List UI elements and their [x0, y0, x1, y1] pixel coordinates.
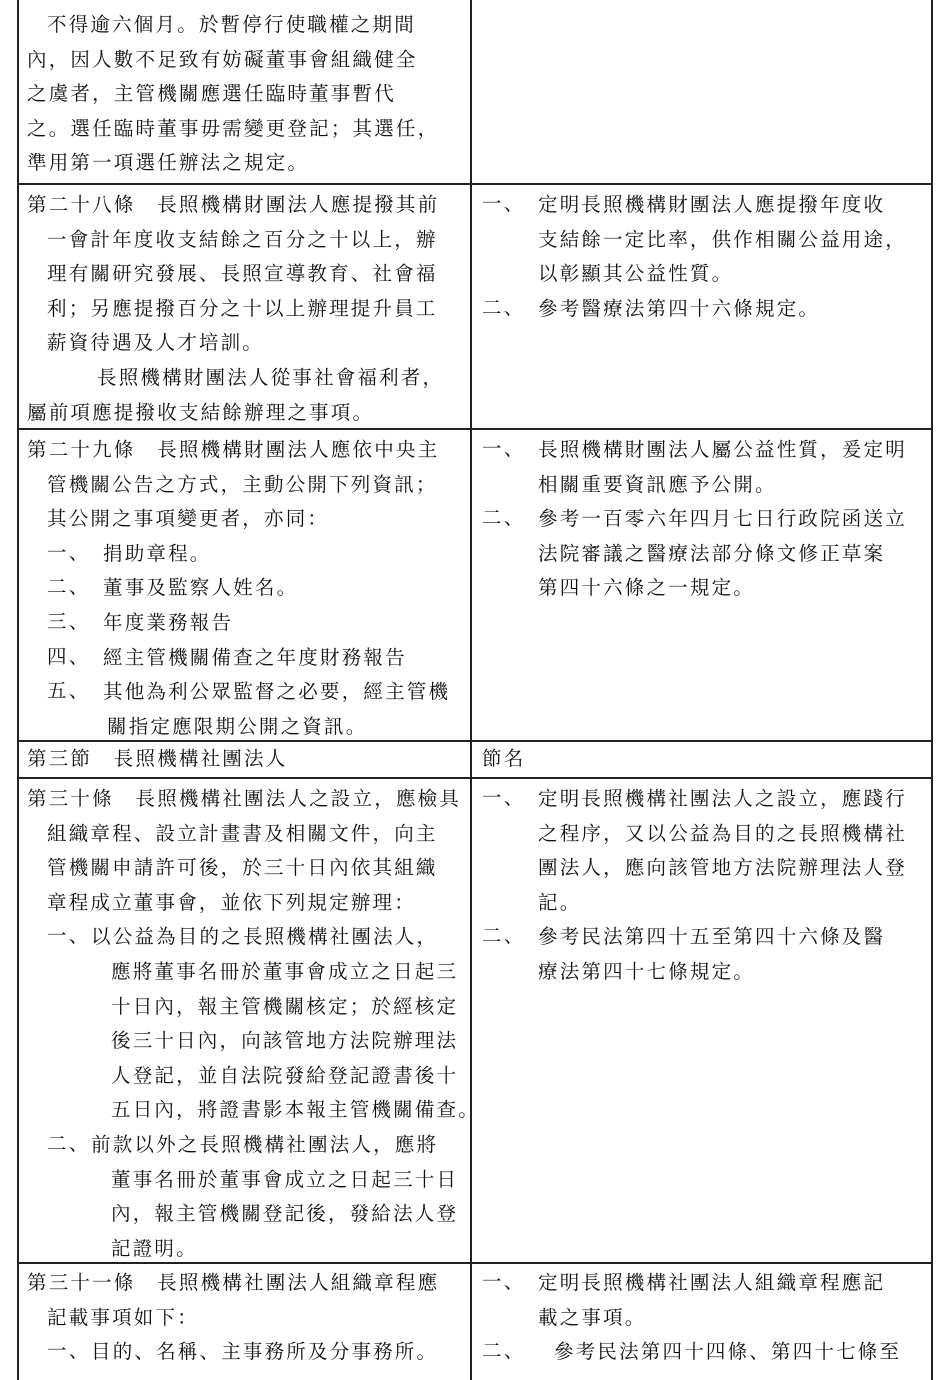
- text-line: 長照機構財團法人從事社會福利者，: [97, 365, 445, 389]
- text-line: 團法人，應向該管地方法院辦理法人登: [538, 856, 907, 880]
- text-line: 之程序，又以公益為目的之長照機構社: [538, 821, 907, 845]
- text-line: 支結餘一定比率，供作相關公益用途，: [538, 227, 907, 251]
- list-item: [27, 675, 465, 744]
- explanation-item: [482, 502, 934, 606]
- text-line: 第三十一條 長照機構社團法人組織章程應: [27, 1271, 440, 1294]
- text-line: 年度業務報告: [103, 610, 234, 634]
- text-line: 療法第四十七條規定。: [538, 959, 756, 983]
- text-line: 記證明。: [111, 1236, 198, 1260]
- explanation-item: [482, 292, 934, 327]
- item-number: 二、: [47, 575, 91, 599]
- text-line: 參考一百零六年四月七日行政院函送立: [538, 507, 907, 531]
- item-number: 一、: [482, 786, 526, 809]
- text-line: 長照機構財團法人屬公益性質，爰定明: [538, 438, 907, 461]
- text-line: 關指定應限期公開之資訊。: [107, 714, 368, 738]
- item-number: 一、: [47, 540, 91, 564]
- explanation-item: [482, 188, 934, 292]
- list-item: [27, 920, 480, 1128]
- row-1-left-cell: [27, 8, 465, 181]
- item-number: 一、: [482, 192, 526, 215]
- text-line: 董事名冊於董事會成立之日起三十日: [111, 1167, 459, 1191]
- text-line: 一會計年度收支結餘之百分之十以上，辦: [47, 227, 438, 251]
- text-line: 章程成立董事會，並依下列規定辦理：: [47, 890, 416, 914]
- text-line: 組織章程、設立計畫書及相關文件，向主: [47, 821, 438, 845]
- article-29-explanation: [482, 433, 934, 606]
- text-line: 經主管機關備查之年度財務報告: [103, 645, 407, 669]
- item-number: 四、: [47, 644, 91, 668]
- text-line: 人登記，並自法院發給登記證書後十: [111, 1063, 459, 1087]
- article-29-text: [27, 433, 465, 744]
- article-30-explanation: [482, 782, 934, 990]
- text-line: 第三十條 長照機構社團法人之設立，應檢具: [27, 787, 462, 810]
- text-line: 參考民法第四十五至第四十六條及醫: [538, 925, 886, 949]
- text-line: 法院審議之醫療法部分條文修正草案: [538, 541, 886, 565]
- text-line: 內，報主管機關登記後，發給法人登: [111, 1202, 459, 1226]
- list-item: [27, 1128, 465, 1266]
- text-line: 內，因人數不足致有妨礙董事會組織健全: [27, 47, 418, 71]
- article-31-text: [27, 1266, 465, 1370]
- item-number: 三、: [47, 609, 91, 633]
- text-line: 以公益為目的之長照機構社團法人，: [91, 925, 439, 949]
- section-3-note: [482, 742, 934, 777]
- text-line: 後三十日內，向該管地方法院辦理法: [111, 1029, 459, 1053]
- text-line: 第三節 長照機構社團法人: [27, 747, 288, 770]
- item-number: 一、: [482, 437, 526, 460]
- explanation-item: [482, 433, 934, 502]
- text-line: 相關重要資訊應予公開。: [538, 472, 777, 496]
- item-number: 一、: [47, 1339, 91, 1363]
- item-number: 二、: [482, 924, 526, 948]
- text-line: 前款以外之長照機構社團法人，應將: [91, 1132, 439, 1156]
- item-number: 二、: [482, 295, 526, 319]
- row-divider: [17, 777, 933, 779]
- text-line: 其公開之事項變更者，亦同：: [47, 507, 330, 531]
- table-column-divider: [470, 0, 472, 1380]
- list-item: [27, 571, 465, 606]
- text-line: 其他為利公眾監督之必要，經主管機: [103, 680, 451, 704]
- text-line: 董事及監察人姓名。: [103, 576, 299, 600]
- text-line: 定明長照機構財團法人應提撥年度收: [538, 193, 886, 216]
- explanation-item: [482, 782, 934, 920]
- section-3-heading: [27, 742, 465, 777]
- text-line: 參考民法第四十四條、第四十七條至: [554, 1340, 902, 1364]
- text-line: 參考醫療法第四十六條規定。: [538, 296, 821, 320]
- text-line: 目的、名稱、主事務所及分事務所。: [91, 1340, 439, 1364]
- item-number: 一、: [47, 924, 91, 948]
- text-line: 管機關公告之方式，主動公開下列資訊；: [47, 472, 438, 496]
- article-31-explanation: [482, 1266, 934, 1370]
- article-30-text: [27, 782, 480, 1266]
- text-line: 薪資待遇及人才培訓。: [47, 331, 265, 355]
- item-number: 二、: [47, 1131, 91, 1155]
- text-line: 第二十九條 長照機構財團法人應依中央主: [27, 438, 440, 461]
- text-line: 管機關申請許可後，於三十日內依其組織: [47, 856, 438, 880]
- text-line: 利；另應提撥百分之十以上辦理提升員工: [47, 296, 438, 320]
- list-item: [27, 606, 465, 641]
- text-line: 之。選任臨時董事毋需變更登記；其選任，: [27, 116, 440, 140]
- item-number: 二、: [482, 506, 526, 530]
- text-line: 理有關研究發展、長照宣導教育、社會福: [47, 262, 438, 286]
- text-line: 載之事項。: [538, 1305, 647, 1329]
- text-line: 定明長照機構社團法人組織章程應記: [538, 1271, 886, 1294]
- item-number: 五、: [47, 679, 91, 703]
- text-line: 捐助章程。: [103, 541, 212, 565]
- article-28-explanation: [482, 188, 934, 326]
- text-line: 準用第一項選任辦法之規定。: [27, 151, 310, 175]
- text-line: 應將董事名冊於董事會成立之日起三: [111, 959, 459, 983]
- text-line: 以彰顯其公益性質。: [538, 262, 734, 286]
- table-left-border: [17, 0, 19, 1380]
- text-line: 之虞者，主管機關應選任臨時董事暫代: [27, 82, 396, 106]
- text-line: 記載事項如下：: [47, 1305, 199, 1329]
- list-item: [27, 537, 465, 572]
- explanation-item: [482, 920, 934, 989]
- list-item: [27, 1335, 465, 1370]
- item-number: 一、: [482, 1270, 526, 1293]
- explanation-item: [482, 1266, 934, 1335]
- text-line: 不得逾六個月。於暫停行使職權之期間: [47, 13, 416, 36]
- text-line: 定明長照機構社團法人之設立，應踐行: [538, 787, 907, 810]
- text-line: 屬前項應提撥收支結餘辦理之事項。: [27, 400, 375, 424]
- list-item: [27, 641, 465, 676]
- explanation-item: [482, 1335, 934, 1370]
- text-line: 五日內，將證書影本報主管機關備查。: [111, 1098, 480, 1122]
- article-28-text: [27, 188, 465, 430]
- text-line: 十日內，報主管機關核定；於經核定: [111, 994, 459, 1018]
- text-line: 記。: [538, 890, 582, 914]
- row-divider: [17, 183, 933, 185]
- text-line: 第四十六條之一規定。: [538, 576, 756, 600]
- item-number: 二、: [482, 1339, 526, 1363]
- text-line: 第二十八條 長照機構財團法人應提撥其前: [27, 193, 440, 216]
- text-line: 節名: [482, 747, 526, 770]
